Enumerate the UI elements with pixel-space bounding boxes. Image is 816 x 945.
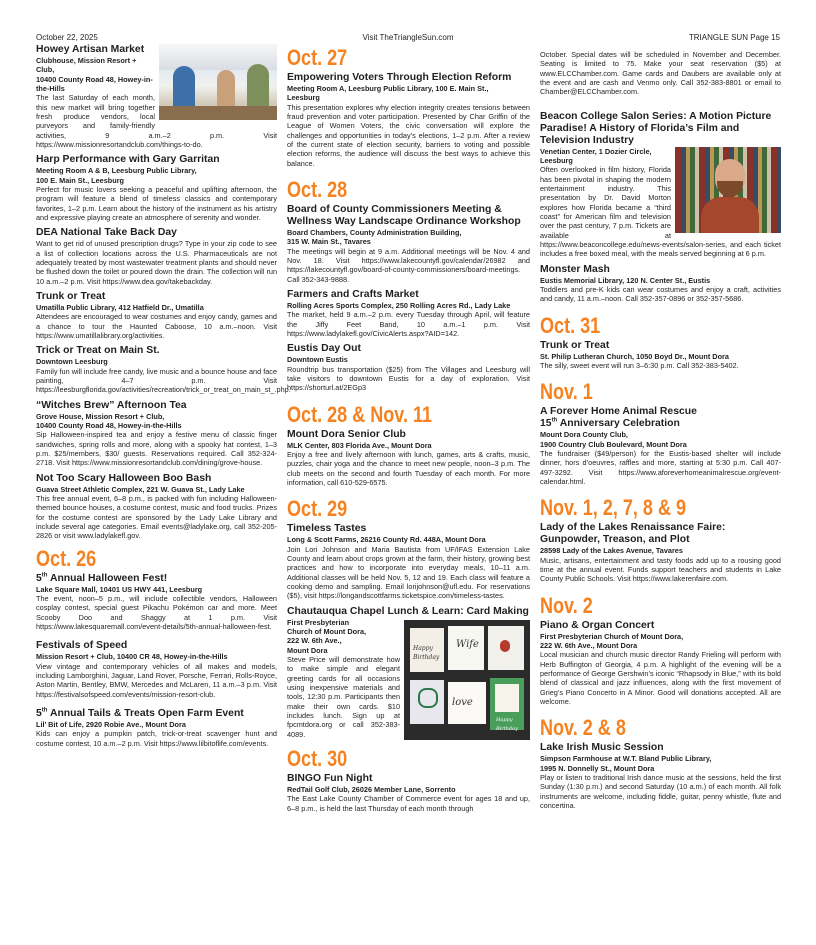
event-description: Enjoy a free and lively afternoon with lunch, games, arts & crafts, music, puzzles, chair yoga and the chance to meet new people, noon–3 p.m. The club meets on the second and fourth Tuesday of each month. For more information, call 610-529-6575. (287, 449, 530, 487)
date-heading: Nov. 2 & 8 (540, 715, 626, 741)
date-heading: Oct. 28 (287, 177, 348, 202)
event-location: Rolling Acres Sports Complex, 250 Rolling Acres Rd., Lady Lake (287, 300, 511, 310)
event-dea-take-back (36, 227, 277, 286)
event-title: Harp Performance with Gary Garritan (36, 154, 220, 166)
event-description: Kids can enjoy a pumpkin patch, trick-or-treat scavenger hunt and costume contest, 10 a.m.–2 p.m. Visit https://www.lilbitoflife.com/events. (36, 729, 277, 748)
event-description: View vintage and contemporary vehicles of all makes and models, including Lamborghini, Jaguar, Land Rover, Porsche, Ferrari, Rolls-Royce, Aston Martin, Bentley, BMW, Mercedes and McLaren, 11 a.m.–3 p.m. Visit https://festivalsofspeed.com/events/mission-resort-club. (36, 661, 277, 699)
card-shape: Happy Birthday (410, 628, 444, 672)
issue-date: October 22, 2025 (36, 33, 98, 42)
event-description: Roundtrip bus transportation ($25) from The Villages and Leesburg will take visitors to downtown Eustis for a day of exploration. Visit https://shorturl.at/2EGp3 (287, 364, 530, 393)
event-description: The silly, sweet event will run 3–6:30 p.m. Call 352-383-5402. (540, 361, 739, 371)
card-shape: Happy Birthday (490, 678, 524, 730)
event-location: Eustis Memorial Library, 120 N. Center St., Eustis (540, 275, 711, 285)
event-title: 5th Annual Halloween Fest! (36, 572, 168, 584)
event-title: Farmers and Crafts Market (287, 288, 419, 300)
event-description: Play or listen to traditional Irish dance music at the sessions, held the first Sunday (1:30 p.m.) and second Saturday (10 a.m.) of each month. All folk instruments are welcome, including fiddle, guitar, penny whistle, flute and concertina. (540, 772, 781, 810)
event-description: The event, noon–5 p.m., will include collectible vendors, Halloween cosplay contest, special guest Pikachu Pokémon car and more. Meet Scooby Doo and Shaggy at 1 p.m. Visit https://www.lakesquaremall.com/event-details/5th-annual-halloween-fest. (36, 593, 277, 631)
website-link[interactable]: Visit TheTriangleSun.com (362, 33, 454, 42)
event-description: Join Lori Johnson and Maria Bautista from UF/IFAS Extension Lake County and learn about crops grown at the farm, their history, growing best practices and how to incorporate into everyday meals, 10–11 a.m. Additional classes will be held Nov. 5, 12 and 19. Each class will feature a cooking demo and sampling. Email lorijohnson@ufl.edu. For reservations ($5), visit https://longandscottfarms.ticketspice.com/timeless-tastes. (287, 544, 530, 601)
event-irish-music (540, 742, 781, 810)
event-title: Chautauqua Chapel Lunch & Learn: Card Making (287, 605, 529, 617)
event-title: Monster Mash (540, 263, 610, 275)
event-location: First Presbyterian Church of Mount Dora, 222 W. 6th Ave., Mount Dora (287, 617, 367, 655)
event-piano-organ-concert (540, 620, 781, 707)
event-monster-mash (540, 264, 781, 304)
page-label: TRIANGLE SUN Page 15 (688, 33, 780, 42)
event-location: Clubhouse, Mission Resort + Club, 10400 County Road 48, Howey-in- the-Hills (36, 56, 153, 93)
event-tails-and-treats (36, 708, 277, 748)
event-description: Steve Price will demonstrate how to make simple and elegant greeting cards for all occasions using inexpensive materials and tools, 12:30 p.m. Participants then make their own cards. $10 includes lunch. Sign up at fpcmtdora.org or call 352-383-4089. (287, 654, 400, 739)
event-location: Grove House, Mission Resort + Club, 10400 County Road 48, Howey-in-the-Hills (36, 411, 182, 430)
event-timeless-tastes (287, 523, 530, 600)
event-bingo-night (287, 773, 530, 813)
event-description: This free annual event, 6–8 p.m., is packed with fun including Halloween-themed bounce houses, a costume contest, music and food trucks. Prizes for the costume contest are sponsored by the Lady Lake Library and include several age categories. Email events@ladylake.org, call 352-205-2826 or visit www.ladylakefl.gov. (36, 493, 277, 541)
date-heading: Nov. 1, 2, 7, 8 & 9 (540, 495, 687, 521)
event-title: 5th Annual Tails & Treats Open Farm Event (36, 707, 244, 719)
event-location: Meeting Room A & B, Leesburg Public Library, 100 E. Main St., Leesburg (36, 166, 197, 185)
column-1 (36, 44, 291, 753)
event-title: A Forever Home Animal Rescue 15th Anniversary Celebration (540, 406, 697, 430)
date-heading: Oct. 28 & Nov. 11 (287, 401, 433, 427)
card-shape: love (448, 682, 486, 724)
event-location: Lake Square Mall, 10401 US HWY 441, Leesburg (36, 584, 203, 594)
event-location: St. Philip Lutheran Church, 1050 Boyd Dr., Mount Dora (540, 351, 729, 361)
event-title: Trunk or Treat (540, 339, 610, 351)
event-description: The market, held 9 a.m.–2 p.m. every Tuesday through April, will feature the Jiffy Feet Band, 10 a.m.–1 p.m. Visit https://www.ladylakefl.gov/CivicAlerts.aspx?AID=142. (287, 310, 530, 338)
event-location: Downtown Eustis (287, 355, 348, 365)
event-title: Board of County Commissioners Meeting & Wellness Way Landscape Ordinance Workshop (287, 204, 521, 227)
event-boo-bash (36, 473, 277, 541)
card-shape: Wife (448, 626, 484, 670)
event-location: Long & Scott Farms, 26216 County Rd. 448A, Mount Dora (287, 535, 486, 545)
event-title: Mount Dora Senior Club (287, 428, 406, 440)
speaker-portrait (675, 147, 781, 233)
event-location: Board Chambers, County Administration Building, 315 W. Main St., Tavares (287, 228, 462, 247)
event-empowering-voters (287, 72, 530, 168)
event-title: Lady of the Lakes Renaissance Faire: Gunpowder, Treason, and Plot (540, 522, 726, 546)
event-title: Not Too Scary Halloween Boo Bash (36, 472, 212, 484)
event-title: Empowering Voters Through Election Reform (287, 72, 512, 83)
date-heading: Oct. 29 (287, 496, 348, 522)
event-description: This presentation explores why election integrity creates tensions between fraud prevention and voter participation. Presented by Char Griffin of the League of Women Voters, the civic conversation will explore the challenges and opportunities in today’s elections, 1–2 p.m. After a review of the current state of election security, barriers to voting and possible election reforms, the audience will discuss the best ways to achieve this balance. (287, 102, 530, 168)
event-location: Meeting Room A, Leesburg Public Library, 100 E. Main St., Leesburg (287, 84, 489, 103)
date-heading: Oct. 27 (287, 45, 348, 70)
event-title: Trunk or Treat (36, 290, 106, 302)
greeting-cards-photo (404, 620, 530, 740)
bingo-continued (540, 50, 781, 97)
event-title: Lake Irish Music Session (540, 742, 664, 754)
event-description: Toddlers and pre-K kids can wear costumes and enjoy a craft, activities and candy, 11 a.m.–noon. Call 352-357-0896 or 352-357-5686. (540, 285, 781, 304)
event-festivals-of-speed (36, 640, 277, 699)
event-location: RedTail Golf Club, 26026 Member Lane, Sorrento (287, 784, 456, 794)
event-location: First Presbyterian Church of Mount Dora, 222 W. 6th Ave., Mount Dora (540, 631, 684, 650)
event-description: Often overlooked in film history, Florida has been pivotal in shaping the modern entertainment industry. This presentation by Dr. David Morton explores how Florida became a “third coast” for American film and television over the past century, 7 p.m. Tickets are available at https://www.beaconcollege.edu/news-events/salon-series, and each ticket includes a free boxed meal, with the meals served beginning at 6 p.m. (540, 165, 781, 259)
event-description: October. Special dates will be scheduled in November and December. Seating is limited to 75. Make your seat reservation ($5) at www.ELCChamber.com. Game cards and Daubers are available only at the event and are cash and Venmo only. Call 352-383-8801 or email to Chamber@ELCChamber.com. (540, 50, 781, 97)
event-eustis-day-out (287, 343, 530, 392)
event-harp-performance (36, 154, 277, 222)
card-shape (488, 626, 524, 670)
event-description: Local musician and church music director Randy Frieling will perform with Herb Buffington of Georgia, 4 p.m. A highlight of the evening will be a performance of George Gershwin’s iconic “Rhapsody in Blue,” with its bold blend of classical and jazz influences, along with the first movement of Grieg’s Piano Concerto in A Minor. Good will donations accepted. All are welcome. (540, 650, 781, 706)
date-heading: Oct. 26 (36, 545, 97, 571)
event-location: 28598 Lady of the Lakes Avenue, Tavares (540, 546, 683, 556)
portrait-shirt (701, 197, 759, 233)
event-howey-artisan-market (36, 44, 277, 149)
event-location: Downtown Leesburg (36, 357, 108, 367)
market-table (159, 106, 277, 120)
event-description: Attendees are encouraged to wear costumes and enjoy candy, games and a chance to tour the Haunted Caboose, 10 a.m.–noon. Visit https://www.umatillalibrary.org/activities. (36, 312, 277, 340)
event-beacon-salon (540, 111, 781, 259)
event-description: The meetings will begin at 9 a.m. Additional meetings will be Nov. 4 and Nov. 18. Visit https://www.lakecountyfl.gov/calendar/26982 and https://lakecountyfl.gov/board-of-county-commissioners/board-meetings. Call 352-343-9888. (287, 246, 530, 284)
event-description: Perfect for music lovers seeking a peaceful and uplifting afternoon, the program will feature a blend of timeless classics and contemporary favorites, 1–2 p.m. Learn about the history of the instrument as his artistry and expressive playing create an atmosphere of serenity and wonder. (36, 184, 277, 222)
market-photo (159, 44, 277, 120)
card-shape (410, 680, 444, 724)
event-description: The East Lake County Chamber of Commerce event for ages 18 and up, 6–8 p.m., is held the last Thursday of each month through (287, 794, 530, 813)
event-description: Music, artisans, entertainment and tasty foods add up to a rousing good time at the annual event. Funds support teachers and students in Lake County Public Schools. Visit https://www.lakerenfaire.com. (540, 555, 781, 584)
event-card-making (287, 606, 530, 739)
event-location: Simpson Farmhouse at W.T. Bland Public Library, 1995 N. Donnelly St., Mount Dora (540, 754, 712, 773)
date-heading: Oct. 31 (540, 312, 601, 338)
event-location: Umatilla Public Library, 412 Hatfield Dr., Umatilla (36, 302, 204, 312)
event-description: Sip Halloween-inspired tea and enjoy a festive menu of classic finger sandwiches, spring rolls and more, along with a spooky hat contest, 1–3 p.m. $25/members, $30/ guests. Reservations required. Call 352-324-2718. Visit https://www.missionresortandclub.com/dining/grove-house. (36, 430, 277, 468)
event-title: Piano & Organ Concert (540, 619, 655, 631)
event-location: Venetian Center, 1 Dozier Circle, Leesburg (540, 146, 652, 166)
event-county-commissioners (287, 204, 530, 284)
event-trunk-or-treat-umatilla (36, 291, 277, 340)
event-title: BINGO Fun Night (287, 772, 373, 784)
event-title: Beacon College Salon Series: A Motion Picture Paradise! A History of Florida’s Film and Television Industry (540, 110, 772, 146)
event-location: Guava Street Athletic Complex, 221 W. Guava St., Lady Lake (36, 484, 245, 494)
event-title: Trick or Treat on Main St. (36, 345, 160, 357)
event-title: Eustis Day Out (287, 343, 361, 355)
date-heading: Nov. 2 (540, 592, 593, 618)
event-senior-club (287, 429, 530, 488)
column-2 (287, 44, 530, 818)
event-title: Festivals of Speed (36, 640, 128, 652)
date-heading: Oct. 30 (287, 745, 348, 771)
event-animal-rescue (540, 406, 781, 486)
event-location: Lil’ Bit of Life, 2920 Robie Ave., Mount Dora (36, 719, 186, 729)
event-location: Mount Dora County Club, 1900 Country Club Boulevard, Mount Dora (540, 430, 687, 449)
event-description: Family fun will include free candy, live music and a bounce house and face painting, 4–7 p.m. Visit https://leesburgflorida.gov/activities/recreation/trick_or_treat_on_main_st_.php. (36, 366, 291, 395)
event-title: “Witches Brew” Afternoon Tea (36, 399, 187, 411)
event-witches-brew-tea (36, 400, 277, 468)
event-title: DEA National Take Back Day (36, 227, 177, 239)
event-description: The last Saturday of each month, this new market will bring together fresh produce vendors, local purveyors and family-friendly activities, 9 a.m.–2 p.m. Visit https://www.missionresortandclub.com/things-to-do. (36, 93, 277, 149)
event-location: Mission Resort + Club, 10400 CR 48, Howey-in-the-Hills (36, 652, 228, 662)
event-location: MLK Center, 803 Florida Ave., Mount Dora (287, 440, 432, 450)
event-description: Want to get rid of unused prescription drugs? Type in your zip code to see a list of collection locations across the U.S. Pharmaceuticals are not adequately treated by most wastewater treatment plants and should never be flushed down the toilet or poured down the drain. The collection will run 10 a.m.–2 p.m. Visit https://www.dea.gov/takebackday. (36, 239, 277, 286)
event-halloween-fest (36, 573, 277, 632)
date-heading: Nov. 1 (540, 379, 593, 405)
event-description: The fundraiser ($49/person) for the Eustis-based shelter will include dinner, hors d’oeuvres, raffles and more, starting at 5:30 p.m. Call 407-497-3292. Visit https://www.aforeverhomeanimalrescue.org/event-calendar.html. (540, 448, 781, 486)
event-trick-or-treat-main-st (36, 345, 291, 395)
event-title: Howey Artisan Market (36, 44, 145, 55)
event-trunk-or-treat-mount-dora (540, 340, 781, 371)
event-title: Timeless Tastes (287, 523, 367, 535)
event-renaissance-faire (540, 522, 781, 583)
column-3 (540, 44, 781, 815)
event-farmers-market (287, 289, 530, 338)
